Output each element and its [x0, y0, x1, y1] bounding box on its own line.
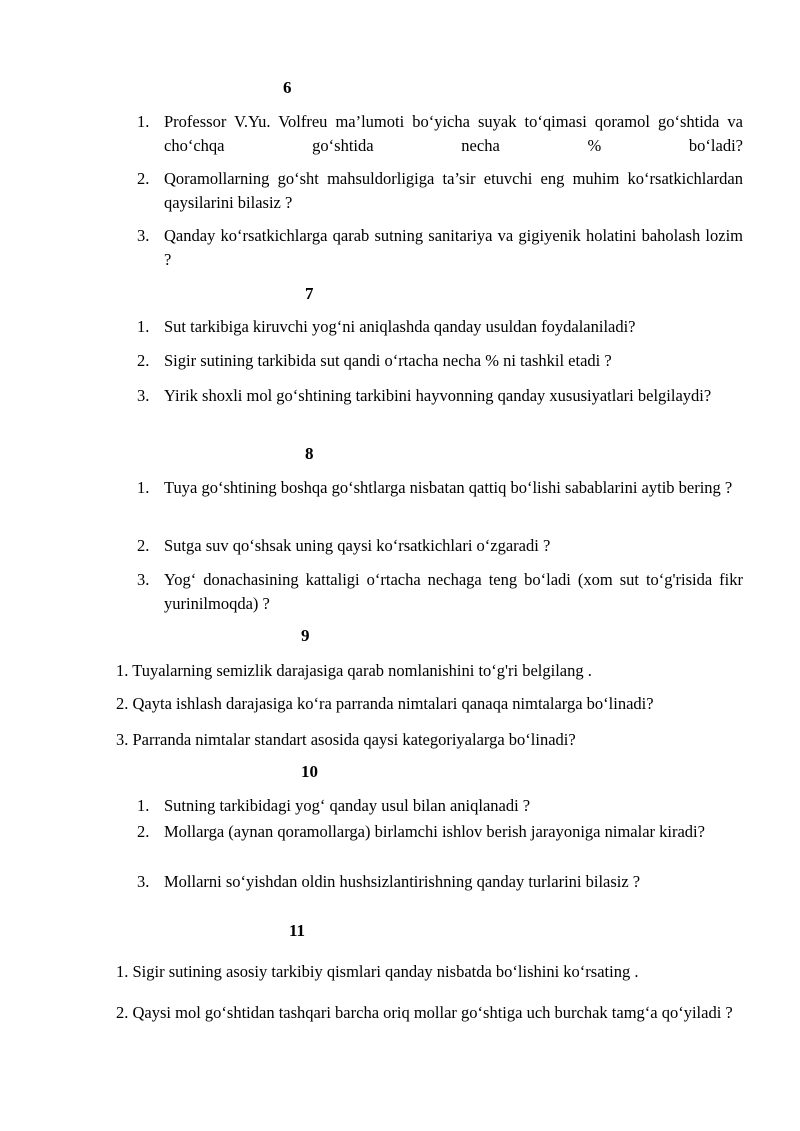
question-text: Yirik shoxli mol go‘shtining tarkibini hayvonning qanday xususiyatlari belgilaydi?	[164, 386, 712, 405]
question-number: 1.	[137, 796, 150, 815]
question-9-2: 2. Qayta ishlash darajasiga ko‘ra parranda nimtalari qanaqa nimtalarga bo‘linadi?	[116, 694, 654, 713]
question-8-1	[137, 476, 743, 500]
question-text: Sigir sutining tarkibida sut qandi o‘rtacha necha % ni tashkil etadi ?	[164, 351, 612, 370]
question-text: Qanday ko‘rsatkichlarga qarab sutning sanitariya va gigiyenik holatini baholash lozim ?	[164, 226, 743, 269]
question-number: 1.	[137, 478, 150, 497]
question-9-1: 1. Tuyalarning semizlik darajasiga qarab nomlanishini to‘g'ri belgilang .	[116, 661, 592, 680]
question-6-3	[137, 224, 743, 272]
question-text: Yog‘ donachasining kattaligi o‘rtacha nechaga teng bo‘ladi (xom sut to‘g'risida fikr yurinilmoqda) ?	[164, 570, 743, 613]
question-text: Sut tarkibiga kiruvchi yog‘ni aniqlashda qanday usuldan foydalaniladi?	[164, 317, 636, 336]
section-number-10: 10	[301, 762, 318, 781]
question-6-2	[137, 167, 743, 215]
section-number-7: 7	[305, 284, 314, 303]
question-7-3	[137, 384, 743, 408]
question-text: Qoramollarning go‘sht mahsuldorligiga ta’sir etuvchi eng muhim ko‘rsatkichlardan qaysilarini bilasiz ?	[164, 169, 743, 212]
question-number: 3.	[137, 872, 150, 891]
question-10-1	[137, 794, 743, 818]
section-number-11: 11	[289, 921, 306, 940]
question-text: Tuya go‘shtining boshqa go‘shtlarga nisbatan qattiq bo‘lishi sabablarini aytib bering ?	[164, 478, 733, 497]
question-8-3	[137, 568, 743, 616]
question-text: Sutga suv qo‘shsak uning qaysi ko‘rsatkichlari o‘zgaradi ?	[164, 536, 551, 555]
question-8-2	[137, 534, 743, 558]
question-7-1	[137, 315, 743, 339]
section-number-6: 6	[283, 78, 292, 97]
question-number: 2.	[137, 351, 150, 370]
question-number: 3.	[137, 226, 150, 245]
question-10-2	[137, 820, 743, 844]
question-10-3	[137, 870, 743, 894]
question-number: 2.	[137, 169, 150, 188]
question-text: Professor V.Yu. Volfreu ma’lumoti bo‘yicha suyak to‘qimasi qoramol go‘shtida va cho‘chqa go‘shtida necha % bo‘ladi?	[164, 112, 743, 155]
question-number: 1.	[137, 112, 150, 131]
question-11-2: 2. Qaysi mol go‘shtidan tashqari barcha oriq mollar go‘shtiga uch burchak tamg‘a qo‘yiladi ?	[116, 1003, 733, 1022]
question-9-3: 3. Parranda nimtalar standart asosida qaysi kategoriyalarga bo‘linadi?	[116, 730, 576, 749]
question-number: 3.	[137, 570, 150, 589]
question-text: Mollarga (aynan qoramollarga) birlamchi ishlov berish jarayoniga nimalar kiradi?	[164, 822, 705, 841]
question-11-1: 1. Sigir sutining asosiy tarkibiy qismlari qanday nisbatda bo‘lishini ko‘rsating .	[116, 962, 639, 981]
section-number-9: 9	[301, 626, 310, 645]
section-number-8: 8	[305, 444, 314, 463]
question-text: Mollarni so‘yishdan oldin hushsizlantirishning qanday turlarini bilasiz ?	[164, 872, 641, 891]
question-number: 3.	[137, 386, 150, 405]
question-7-2	[137, 349, 743, 373]
question-number: 2.	[137, 822, 150, 841]
question-number: 2.	[137, 536, 150, 555]
question-number: 1.	[137, 317, 150, 336]
question-text: Sutning tarkibidagi yog‘ qanday usul bilan aniqlanadi ?	[164, 796, 531, 815]
